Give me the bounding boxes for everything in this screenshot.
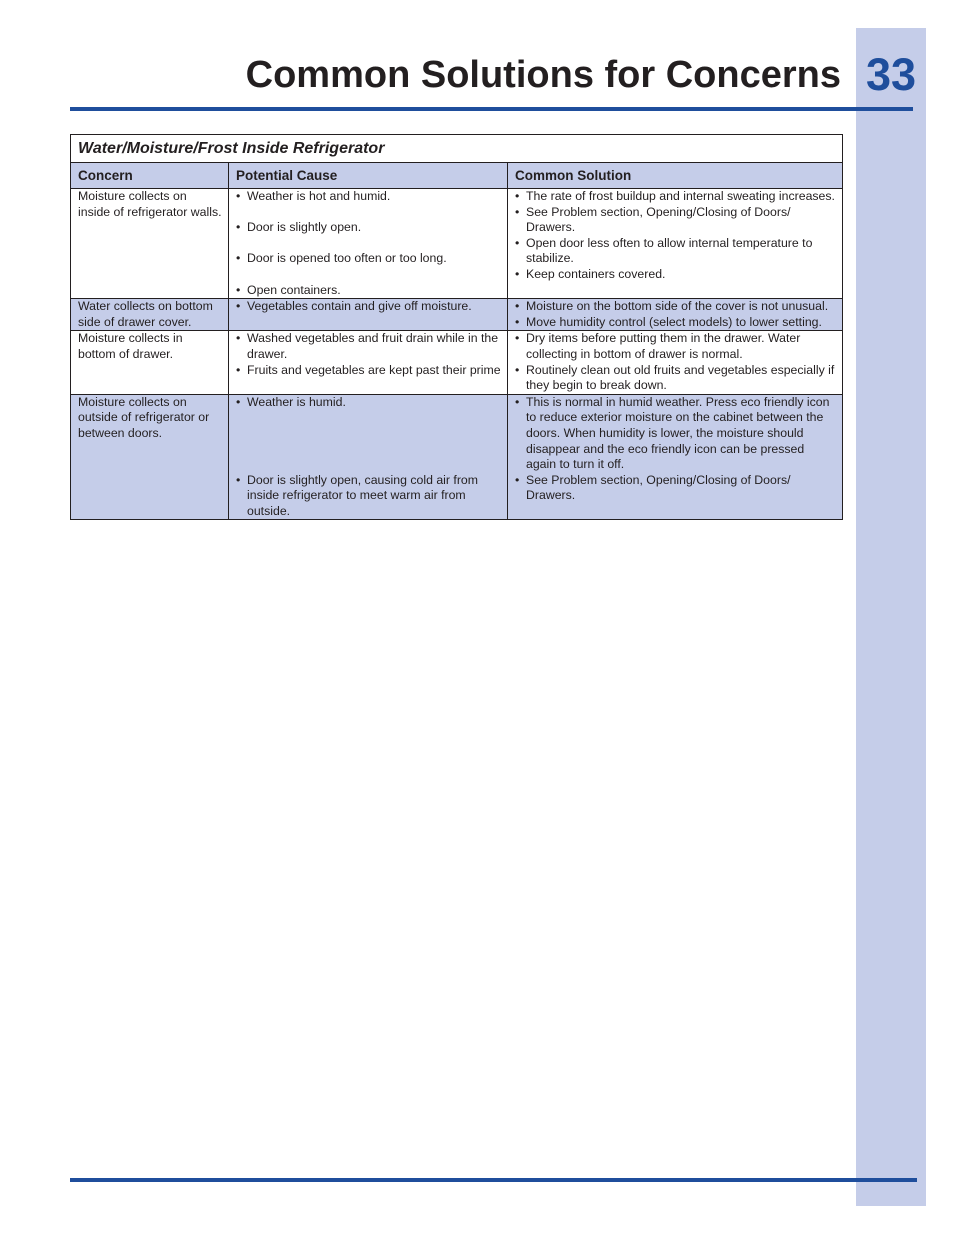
solution-cell	[508, 394, 843, 520]
concern-cell: Water collects on bottom side of drawer cover.	[71, 299, 229, 331]
list-item: • Moisture on the bottom side of the cover is not unusual.	[515, 299, 836, 315]
concern-cell: Moisture collects in bottom of drawer.	[71, 331, 229, 394]
concern-cell: Moisture collects on inside of refrigerator walls.	[71, 189, 229, 299]
list-item: • Open containers.	[236, 283, 501, 299]
list-item: • Weather is humid.	[236, 395, 501, 411]
list-item: • This is normal in humid weather. Press eco friendly icon to reduce exterior moisture on the cabinet between the doors. When humidity is lower, the moisture should disappear and the eco friendly icon can be pressed again to turn it off.	[515, 395, 836, 473]
list-item: • The rate of frost buildup and internal sweating increases.	[515, 189, 836, 205]
list-item: • Weather is hot and humid.	[236, 189, 501, 205]
side-tab	[856, 28, 926, 1206]
column-header-potential-cause: Potential Cause	[229, 163, 508, 189]
list-item: • Keep containers covered.	[515, 267, 836, 283]
cause-list	[236, 331, 501, 378]
footer-rule	[70, 1178, 917, 1182]
list-item: • Door is opened too often or too long.	[236, 251, 501, 267]
table-row	[71, 189, 843, 299]
solution-list	[515, 395, 836, 504]
table-header-row	[71, 163, 843, 189]
solution-list	[515, 331, 836, 393]
table-row	[71, 331, 843, 394]
header-rule	[70, 107, 913, 111]
concerns-table	[70, 134, 843, 520]
list-item: • Vegetables contain and give off moisture.	[236, 299, 501, 315]
list-item: • Open door less often to allow internal temperature to stabilize.	[515, 236, 836, 267]
cause-cell	[229, 394, 508, 520]
page-title: Common Solutions for Concerns	[245, 54, 841, 96]
table-row	[71, 299, 843, 331]
cause-list	[236, 299, 501, 315]
list-item: • See Problem section, Opening/Closing of Doors/ Drawers.	[515, 205, 836, 236]
cause-cell	[229, 331, 508, 394]
table-row	[71, 394, 843, 520]
cause-list	[236, 189, 501, 298]
column-header-concern: Concern	[71, 163, 229, 189]
solution-list	[515, 299, 836, 330]
list-item: • Dry items before putting them in the drawer. Water collecting in bottom of drawer is normal.	[515, 331, 836, 362]
page-number: 33	[865, 49, 917, 100]
cause-cell	[229, 189, 508, 299]
solution-list	[515, 189, 836, 283]
list-item: • Routinely clean out old fruits and vegetables especially if they begin to break down.	[515, 363, 836, 394]
solution-cell	[508, 299, 843, 331]
list-item: • Move humidity control (select models) to lower setting.	[515, 315, 836, 331]
table-section-row	[71, 135, 843, 163]
column-header-common-solution: Common Solution	[508, 163, 843, 189]
concern-cell: Moisture collects on outside of refrigerator or between doors.	[71, 394, 229, 520]
cause-list	[236, 395, 501, 520]
table-section-title: Water/Moisture/Frost Inside Refrigerator	[71, 135, 843, 163]
cause-cell	[229, 299, 508, 331]
list-item: • Washed vegetables and fruit drain while in the drawer.	[236, 331, 501, 362]
list-item: • Fruits and vegetables are kept past their prime	[236, 363, 501, 379]
solution-cell	[508, 189, 843, 299]
list-item: • See Problem section, Opening/Closing of Doors/ Drawers.	[515, 473, 836, 504]
list-item: • Door is slightly open.	[236, 220, 501, 236]
list-item: • Door is slightly open, causing cold air from inside refrigerator to meet warm air from outside.	[236, 473, 501, 520]
solution-cell	[508, 331, 843, 394]
